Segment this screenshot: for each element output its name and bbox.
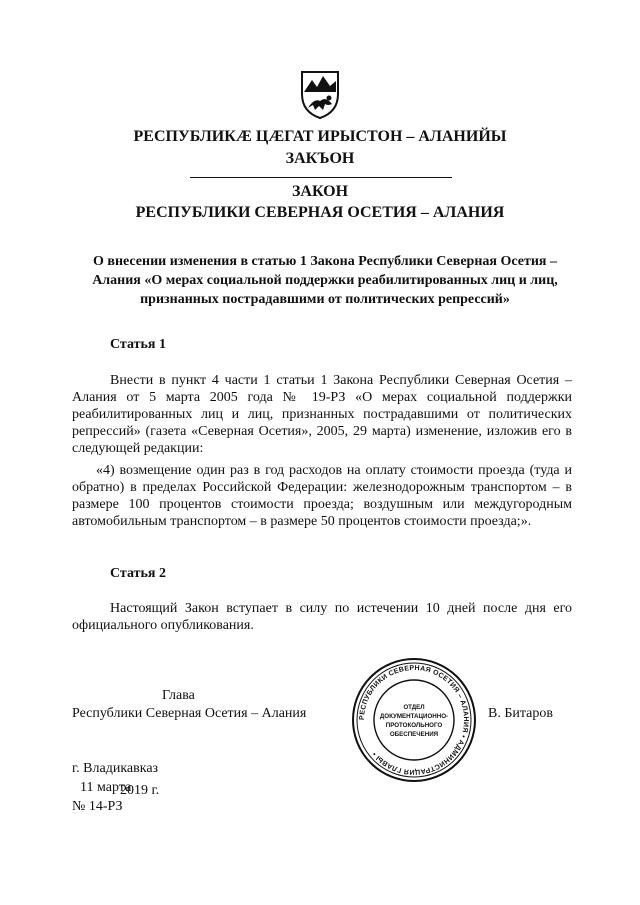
law-subject: О внесении изменения в статью 1 Закона Республики Северная Осетия – Алания «О мерах социальной поддержки реабилитированных лиц и лиц, признанных пострадавшими от политических репрессий» <box>92 254 558 307</box>
republic-title-russian: РЕСПУБЛИКИ СЕВЕРНАЯ ОСЕТИЯ – АЛАНИЯ <box>135 204 505 221</box>
signing-date-day: 11 марта <box>80 780 132 795</box>
article-2-paragraph-1: Настоящий Закон вступает в силу по истечении 10 дней после дня его официального опубликования. <box>72 601 572 633</box>
article-1-paragraph-1: Внести в пункт 4 части 1 статьи 1 Закона Республики Северная Осетия – Алания от 5 марта 2005 года № 19-РЗ «О мерах социальной поддержки реабилитированных лиц и лиц, признанных пострадавшими от политических репрессий» (газета «Северная Осетия», 2005, 29 марта) изменение, изложив его в следующей редакции: <box>72 373 572 456</box>
law-number: № 14-РЗ <box>72 799 123 814</box>
republic-title-ossetian: РЕСПУБЛИКÆ ЦÆГАТ ИРЫСТОН – АЛАНИЙЫ <box>133 128 507 145</box>
signing-city: г. Владикавказ <box>72 761 159 776</box>
coat-of-arms-icon <box>298 68 342 120</box>
article-1-paragraph-2: «4) возмещение один раз в год расходов на оплату стоимости проезда (туда и обратно) в пределах Российской Федерации: железнодорожным транспортом – в размере 100 процентов стоимости проезда; воздушным или междугородным автомобильным транспортом – в размере 50 процентов стоимости проезда;». <box>72 463 572 529</box>
signing-date-year: 2019 г. <box>120 783 160 798</box>
article-1-heading: Статья 1 <box>110 337 166 352</box>
official-stamp <box>350 656 478 784</box>
svg-text:РЕСПУБЛИКИ СЕВЕРНАЯ ОСЕТИЯ – А <box>359 665 469 775</box>
stamp-ring-text: РЕСПУБЛИКИ СЕВЕРНАЯ ОСЕТИЯ – АЛАНИЯ • АДМИНИСТРАЦИЯ ГЛАВЫ • <box>358 664 470 776</box>
law-title-ossetian: ЗАКЪОН <box>285 150 355 167</box>
header-divider <box>190 177 452 178</box>
stamp-center-line-3: ПРОТОКОЛЬНОГО <box>385 722 443 729</box>
law-title-russian: ЗАКОН <box>291 183 349 200</box>
stamp-center-line-4: ОБЕСПЕЧЕНИЯ <box>389 731 439 738</box>
stamp-center-line-2: ДОКУМЕНТАЦИОННО- <box>379 713 449 720</box>
signer-title-line-2: Республики Северная Осетия – Алания <box>72 706 307 721</box>
signer-title-line-1: Глава <box>162 688 195 703</box>
signer-name: В. Битаров <box>488 706 553 721</box>
article-2-heading: Статья 2 <box>110 566 166 581</box>
stamp-center-line-1: ОТДЕЛ <box>403 704 425 711</box>
